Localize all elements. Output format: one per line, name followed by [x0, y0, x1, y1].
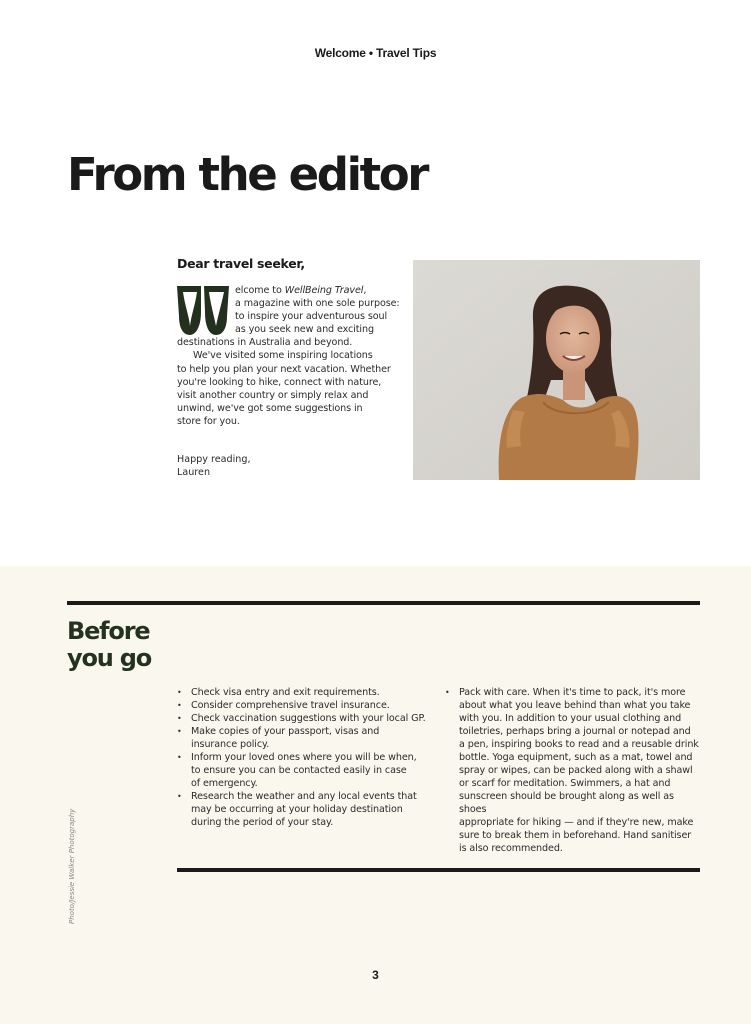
signature: Lauren	[177, 467, 211, 479]
checklist-item: • Check vaccination suggestions with your local GP.	[177, 712, 427, 725]
editor-letter	[177, 284, 400, 428]
editor-photo	[413, 260, 700, 480]
letter-line: as you seek new and exciting	[235, 324, 374, 336]
section-divider-bottom	[177, 868, 700, 872]
letter-line: unwind, we've got some suggestions in	[177, 402, 363, 414]
letter-line: a magazine with one sole purpose:	[235, 298, 400, 310]
checklist-item: • Check visa entry and exit requirements.	[177, 686, 427, 699]
section-header: Welcome • Travel Tips	[314, 46, 437, 60]
section-divider-top	[67, 601, 700, 605]
letter-line: store for you.	[177, 415, 240, 427]
letter-line: elcome to WellBeing Travel,	[235, 285, 367, 296]
letter-greeting: Dear travel seeker,	[177, 256, 305, 271]
letter-line: you're looking to hike, connect with nature,	[177, 376, 382, 388]
checklist-item: • Research the weather and any local events that may be occurring at your holiday destination during the period of your stay.	[177, 790, 427, 829]
signoff-text: Happy reading,	[177, 454, 251, 465]
letter-line: visit another country or simply relax and	[177, 389, 369, 401]
photo-credit: Photo/Jessie Walker Photography	[68, 808, 76, 924]
letter-line: destinations in Australia and beyond.	[177, 337, 353, 349]
checklist-left	[177, 686, 427, 829]
page-number: 3	[372, 968, 379, 982]
dropcap-w-icon	[177, 286, 229, 336]
checklist-item: • Consider comprehensive travel insurance.	[177, 699, 427, 712]
letter-line: to help you plan your next vacation. Whether	[177, 363, 391, 375]
portrait-image	[413, 260, 700, 480]
section-title-line1: Before	[67, 617, 150, 645]
magazine-name: WellBeing Travel	[284, 285, 364, 296]
section-title-line2: you go	[67, 644, 152, 672]
letter-line: to inspire your adventurous soul	[235, 311, 388, 323]
letter-line: We've visited some inspiring locations	[193, 350, 373, 362]
checklist-item: • Make copies of your passport, visas and insurance policy.	[177, 725, 427, 751]
page-title: From the editor	[67, 148, 428, 201]
checklist-item: • Pack with care. When it's time to pack, it's more about what you leave behind than what you take with you. In addition to your usual clothing and toiletries, perhaps bring a journal or notepad and a pen, inspiring books to read and a reusable drink bottle. Yoga equipment, such as a mat, towel and spray or wipes, can be packed along with a shawl or scarf for meditation. Swimmers, a hat and sunscreen should be brought along as well as shoes appropriate for hiking — and if they're new, make sure to break them in beforehand. Hand sanitiser is also recommended.	[445, 686, 703, 855]
letter-signoff	[177, 453, 251, 479]
section-title	[67, 618, 151, 672]
checklist-right	[445, 686, 703, 855]
checklist-item: • Inform your loved ones where you will be when, to ensure you can be contacted easily in case of emergency.	[177, 751, 427, 790]
